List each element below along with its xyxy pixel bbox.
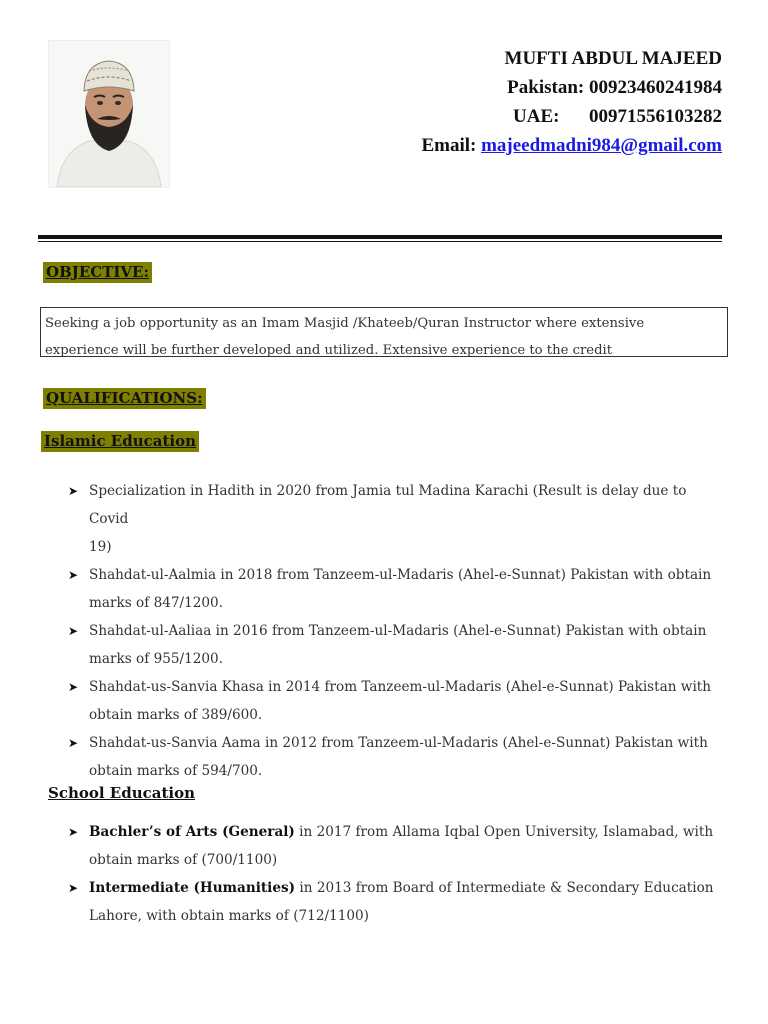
- pakistan-phone-row: [421, 73, 722, 102]
- portrait-illustration: [49, 41, 169, 187]
- uae-phone-row: [421, 102, 722, 131]
- candidate-name: MUFTI ABDUL MAJEED: [504, 48, 722, 69]
- pakistan-phone: 00923460241984: [589, 77, 722, 98]
- arrow-bullet-icon: ➤: [68, 736, 79, 750]
- objective-line-2: experience will be further developed and utilized. Extensive experience to the credit: [45, 343, 613, 358]
- uae-phone: 00971556103282: [589, 106, 722, 127]
- pakistan-label: Pakistan:: [507, 77, 585, 98]
- header-divider-thin: [38, 241, 722, 242]
- arrow-bullet-icon: ➤: [68, 680, 79, 694]
- list-item: ➤ Specialization in Hadith in 2020 from Jamia tul Madina Karachi (Result is delay due to Covid 19): [68, 477, 718, 561]
- school-education-heading: School Education: [48, 784, 196, 802]
- list-item: ➤ Shahdat-us-Sanvia Khasa in 2014 from Tanzeem-ul-Madaris (Ahel-e-Sunnat) Pakistan with obtain marks of 389/600.: [68, 673, 718, 729]
- arrow-bullet-icon: ➤: [68, 881, 79, 895]
- islamic-education-list: [68, 477, 718, 785]
- profile-photo: [48, 40, 170, 188]
- objective-box: [40, 307, 728, 357]
- objective-line-1: Seeking a job opportunity as an Imam Masjid /Khateeb/Quran Instructor where extensive: [45, 316, 645, 331]
- list-item: ➤ Shahdat-ul-Aalmia in 2018 from Tanzeem-ul-Madaris (Ahel-e-Sunnat) Pakistan with obtain marks of 847/1200.: [68, 561, 718, 617]
- school-education-list: [68, 818, 718, 930]
- contact-header: [421, 44, 722, 160]
- arrow-bullet-icon: ➤: [68, 825, 79, 839]
- list-item: ➤ Intermediate (Humanities) in 2013 from Board of Intermediate & Secondary Education Lahore, with obtain marks of (712/1100): [68, 874, 718, 930]
- list-item: ➤ Shahdat-ul-Aaliaa in 2016 from Tanzeem-ul-Madaris (Ahel-e-Sunnat) Pakistan with obtain marks of 955/1200.: [68, 617, 718, 673]
- header-divider-thick: [38, 235, 722, 239]
- arrow-bullet-icon: ➤: [68, 568, 79, 582]
- list-item: ➤ Shahdat-us-Sanvia Aama in 2012 from Tanzeem-ul-Madaris (Ahel-e-Sunnat) Pakistan with obtain marks of 594/700.: [68, 729, 718, 785]
- arrow-bullet-icon: ➤: [68, 484, 79, 498]
- uae-label: UAE:: [513, 106, 560, 127]
- list-item: ➤ Bachler’s of Arts (General) in 2017 from Allama Iqbal Open University, Islamabad, with obtain marks of (700/1100): [68, 818, 718, 874]
- email-row: [421, 131, 722, 160]
- arrow-bullet-icon: ➤: [68, 624, 79, 638]
- qualifications-heading: QUALIFICATIONS:: [43, 388, 206, 409]
- email-label: Email:: [421, 135, 477, 156]
- email-link[interactable]: majeedmadni984@gmail.com: [481, 135, 722, 156]
- islamic-education-heading: Islamic Education: [41, 431, 199, 452]
- objective-heading: OBJECTIVE:: [43, 262, 152, 283]
